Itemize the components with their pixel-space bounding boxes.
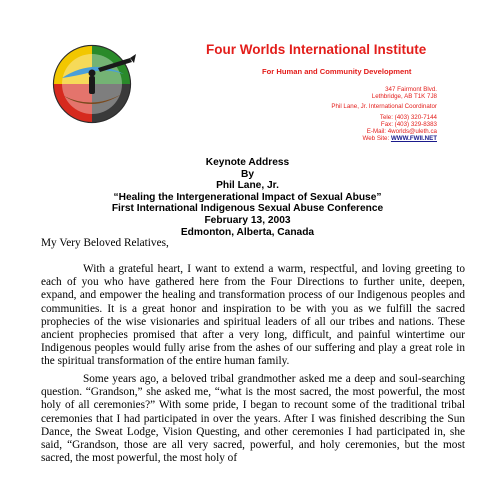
telephone: Tele: (403) 320-7144 bbox=[379, 114, 437, 121]
heading-line: Keynote Address bbox=[205, 157, 290, 168]
heading-line: Edmonton, Alberta, Canada bbox=[180, 226, 315, 238]
fax: Fax: (403) 329-8383 bbox=[380, 121, 437, 128]
heading-line: Phil Lane, Jr. bbox=[216, 180, 279, 192]
address-city: Lethbridge, AB T1K 7J8 bbox=[371, 93, 437, 100]
web-site-label: Web Site: bbox=[362, 135, 390, 142]
org-name: Four Worlds International Institute bbox=[206, 42, 427, 57]
address-street: 347 Fairmont Blvd. bbox=[385, 86, 437, 93]
keynote-heading bbox=[0, 157, 495, 238]
heading-line: First International Indigenous Sexual Abuse Conference bbox=[111, 203, 384, 215]
body-paragraph: Some years ago, a beloved tribal grandmother asked me a deep and soul-searching question. “Grandson,” she asked me, “what is the most sacred, the most powerful, the most holy of all ceremonies?” With some pride, I began to recount some of the traditional tribal ceremonies that I had participated in over the years. After I was finished describing the Sun Dance, the Sweat Lodge, Vision Questing, and other ceremonies I had participated in, she said, “Grandson, those are all very sacred, powerful, and holy ceremonies, but the most sacred, the most powerful, the most holy of bbox=[41, 373, 465, 465]
four-worlds-logo bbox=[46, 38, 138, 130]
org-tagline: For Human and Community Development bbox=[262, 67, 412, 76]
heading-line: February 13, 2003 bbox=[204, 214, 291, 226]
salutation: My Very Beloved Relatives, bbox=[41, 237, 169, 249]
body-paragraph: With a grateful heart, I want to extend a warm, respectful, and loving greeting to each of you who have gathered here from the Four Directions to further unite, deepen, expand, and empower the healing and transformation process of our Indigenous peoples and communities. It is a great honor and inspiration to be with you as we fulfill the sacred prophecies of the wise visionaries and spiritual leaders of all our tribes and nations. These ancient prophecies promised that after a very long, difficult, and painful wintertime our Indigenous peoples would fully arise from the ashes of our suffering and play a great role in the spiritual transformation of the entire human family. bbox=[41, 263, 465, 368]
heading-line: “Healing the Intergenerational Impact of Sexual Abuse” bbox=[113, 191, 382, 203]
coordinator-line: Phil Lane, Jr. International Coordinator bbox=[331, 103, 437, 110]
web-site-line bbox=[362, 135, 437, 143]
email: E-Mail: 4worlds@uleth.ca bbox=[366, 128, 437, 135]
web-site-link[interactable]: WWW.FWII.NET bbox=[390, 135, 437, 142]
heading-line: By bbox=[240, 168, 255, 180]
